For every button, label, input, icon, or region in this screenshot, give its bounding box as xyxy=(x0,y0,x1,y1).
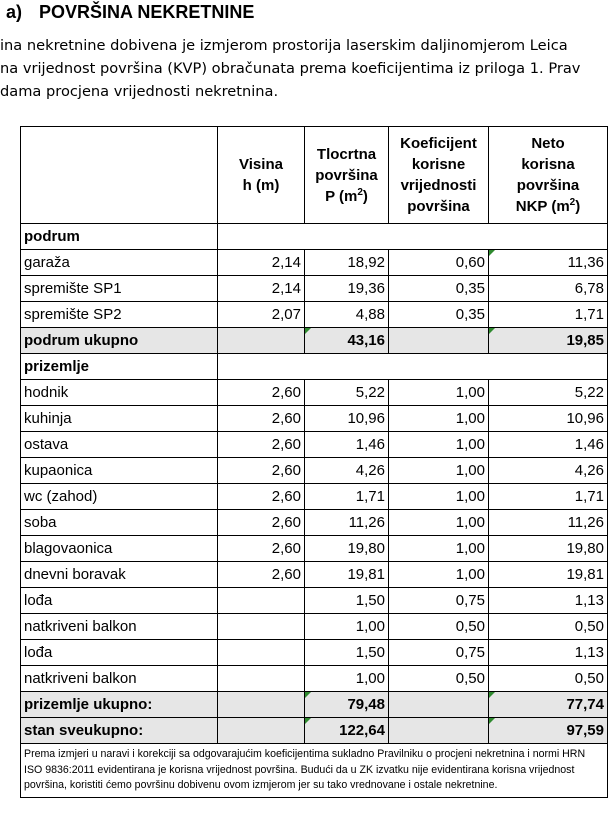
room-net-area: 11,26 xyxy=(489,510,608,536)
room-name: blagovaonica xyxy=(21,536,218,562)
room-net-area: 1,71 xyxy=(489,302,608,328)
room-coefficient: 0,50 xyxy=(389,666,489,692)
room-name: kupaonica xyxy=(21,458,218,484)
room-coefficient: 0,35 xyxy=(389,276,489,302)
table-row xyxy=(21,458,608,484)
total-net-area: 77,74 xyxy=(489,692,608,718)
room-floor-area: 19,80 xyxy=(305,536,389,562)
room-floor-area: 10,96 xyxy=(305,406,389,432)
room-height xyxy=(218,640,305,666)
room-name: spremište SP2 xyxy=(21,302,218,328)
room-name: ostava xyxy=(21,432,218,458)
table-row xyxy=(21,406,608,432)
room-height: 2,60 xyxy=(218,380,305,406)
room-floor-area: 19,81 xyxy=(305,562,389,588)
room-height: 2,07 xyxy=(218,302,305,328)
header-floor-area: Tlocrtna površina P $(m^2)$ xyxy=(305,127,389,224)
room-coefficient: 1,00 xyxy=(389,380,489,406)
total-label: podrum ukupno xyxy=(21,328,218,354)
area-table xyxy=(20,126,608,798)
table-row xyxy=(21,510,608,536)
room-floor-area: 4,88 xyxy=(305,302,389,328)
total-floor-area: 43,16 xyxy=(305,328,389,354)
section-label: prizemlje xyxy=(21,354,218,380)
section-row-podrum xyxy=(21,224,608,250)
room-net-area: 0,50 xyxy=(489,666,608,692)
stan-total-row xyxy=(21,718,608,744)
header-coefficient: Koeficijent korisne vrijednosti površina xyxy=(389,127,489,224)
room-coefficient: 1,00 xyxy=(389,510,489,536)
room-height xyxy=(218,666,305,692)
total-coefficient xyxy=(389,718,489,744)
room-net-area: 1,13 xyxy=(489,640,608,666)
room-floor-area: 1,71 xyxy=(305,484,389,510)
room-name: wc (zahod) xyxy=(21,484,218,510)
room-floor-area: 1,46 xyxy=(305,432,389,458)
header-room xyxy=(21,127,218,224)
total-net-area: 19,85 xyxy=(489,328,608,354)
header-net-area: Neto korisna površina NKP $(m^2)$ xyxy=(489,127,608,224)
intro-line: na vrijednost površina (KVP) obračunata prema koeficijentima iz priloga 1. Prav xyxy=(0,60,581,77)
room-height xyxy=(218,588,305,614)
room-coefficient: 0,75 xyxy=(389,640,489,666)
room-name: natkriveni balkon xyxy=(21,666,218,692)
table-row xyxy=(21,536,608,562)
room-net-area: 0,50 xyxy=(489,614,608,640)
footnote-text: Prema izmjeri u naravi i korekciji sa odgovarajućim koeficijentima sukladno Pravilniku o procjeni nekretnina i normi HRN ISO 9836:2011 evidentirana je korisna vrijednost površina. Budući da u ZK izvatku nije evidentirana korisna vrijednost površina, koristiti ćemo površinu dobivenu ovom izmjerom jer su tako vrednovane i ostale nekretnine. xyxy=(21,744,608,798)
intro-line: ina nekretnine dobivena je izmjerom prostorija laserskim daljinomjerom Leica xyxy=(0,37,568,54)
room-floor-area: 1,50 xyxy=(305,588,389,614)
room-name: dnevni boravak xyxy=(21,562,218,588)
room-floor-area: 19,36 xyxy=(305,276,389,302)
header-height: Visina h (m) xyxy=(218,127,305,224)
room-height: 2,14 xyxy=(218,250,305,276)
total-height xyxy=(218,692,305,718)
table-row xyxy=(21,250,608,276)
room-coefficient: 1,00 xyxy=(389,432,489,458)
room-floor-area: 1,00 xyxy=(305,666,389,692)
intro-line: dama procjena vrijednosti nekretnina. xyxy=(0,83,279,100)
room-height: 2,60 xyxy=(218,484,305,510)
intro-paragraph xyxy=(0,34,610,103)
table-row xyxy=(21,380,608,406)
room-coefficient: 0,60 xyxy=(389,250,489,276)
table-row xyxy=(21,562,608,588)
room-height: 2,14 xyxy=(218,276,305,302)
room-name: kuhinja xyxy=(21,406,218,432)
room-coefficient: 0,35 xyxy=(389,302,489,328)
room-floor-area: 4,26 xyxy=(305,458,389,484)
prizemlje-total-row xyxy=(21,692,608,718)
room-coefficient: 1,00 xyxy=(389,406,489,432)
room-floor-area: 18,92 xyxy=(305,250,389,276)
room-floor-area: 1,50 xyxy=(305,640,389,666)
podrum-total-row xyxy=(21,328,608,354)
table-row xyxy=(21,588,608,614)
room-net-area: 1,13 xyxy=(489,588,608,614)
table-row xyxy=(21,276,608,302)
room-name: hodnik xyxy=(21,380,218,406)
room-height: 2,60 xyxy=(218,432,305,458)
total-coefficient xyxy=(389,328,489,354)
total-floor-area: 122,64 xyxy=(305,718,389,744)
room-name: lođa xyxy=(21,640,218,666)
room-net-area: 5,22 xyxy=(489,380,608,406)
table-row xyxy=(21,484,608,510)
room-floor-area: 1,00 xyxy=(305,614,389,640)
room-height: 2,60 xyxy=(218,510,305,536)
total-label: stan sveukupno: xyxy=(21,718,218,744)
room-coefficient: 0,75 xyxy=(389,588,489,614)
room-coefficient: 1,00 xyxy=(389,536,489,562)
room-floor-area: 5,22 xyxy=(305,380,389,406)
room-coefficient: 1,00 xyxy=(389,458,489,484)
room-net-area: 19,80 xyxy=(489,536,608,562)
table-row xyxy=(21,614,608,640)
room-height: 2,60 xyxy=(218,562,305,588)
table-row xyxy=(21,666,608,692)
table-header-row xyxy=(21,127,608,224)
room-coefficient: 1,00 xyxy=(389,562,489,588)
total-height xyxy=(218,718,305,744)
room-net-area: 10,96 xyxy=(489,406,608,432)
room-net-area: 6,78 xyxy=(489,276,608,302)
room-name: soba xyxy=(21,510,218,536)
total-label: prizemlje ukupno: xyxy=(21,692,218,718)
section-label: podrum xyxy=(21,224,218,250)
section-number: a) xyxy=(6,2,23,22)
section-row-prizemlje xyxy=(21,354,608,380)
room-height xyxy=(218,614,305,640)
room-name: natkriveni balkon xyxy=(21,614,218,640)
total-height xyxy=(218,328,305,354)
table-row xyxy=(21,640,608,666)
room-coefficient: 1,00 xyxy=(389,484,489,510)
room-net-area: 19,81 xyxy=(489,562,608,588)
table-row xyxy=(21,302,608,328)
room-net-area: 1,71 xyxy=(489,484,608,510)
total-floor-area: 79,48 xyxy=(305,692,389,718)
room-coefficient: 0,50 xyxy=(389,614,489,640)
room-height: 2,60 xyxy=(218,458,305,484)
total-coefficient xyxy=(389,692,489,718)
room-name: lođa xyxy=(21,588,218,614)
section-title: POVRŠINA NEKRETNINE xyxy=(39,2,255,22)
section-heading xyxy=(6,2,254,23)
room-net-area: 11,36 xyxy=(489,250,608,276)
table-row xyxy=(21,432,608,458)
room-name: spremište SP1 xyxy=(21,276,218,302)
room-net-area: 1,46 xyxy=(489,432,608,458)
footnote-row xyxy=(21,744,608,798)
room-name: garaža xyxy=(21,250,218,276)
total-net-area: 97,59 xyxy=(489,718,608,744)
room-net-area: 4,26 xyxy=(489,458,608,484)
room-height: 2,60 xyxy=(218,406,305,432)
room-floor-area: 11,26 xyxy=(305,510,389,536)
room-height: 2,60 xyxy=(218,536,305,562)
